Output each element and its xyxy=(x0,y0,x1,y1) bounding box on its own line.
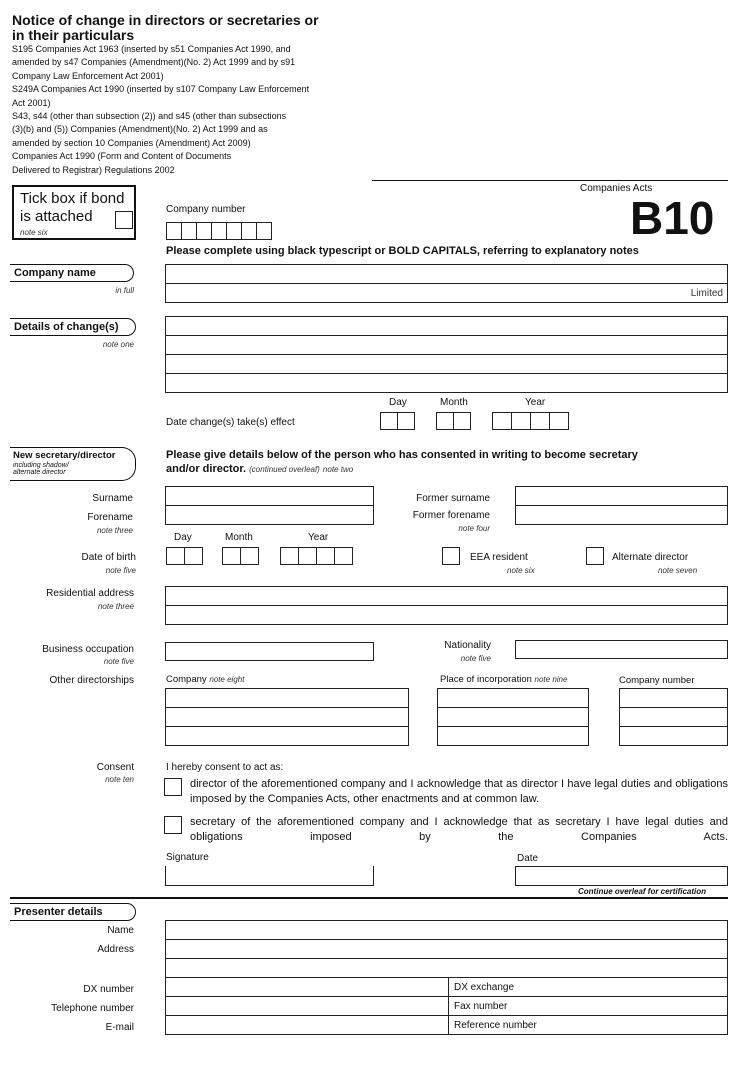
telephone-field[interactable] xyxy=(165,996,449,1016)
presenter-name-label: Name xyxy=(107,925,134,936)
directorship-company-2[interactable] xyxy=(165,707,409,727)
note-two: note two xyxy=(322,465,354,474)
residential-address-line1[interactable] xyxy=(165,586,728,606)
effect-day-label: Day xyxy=(389,397,407,408)
legal-line: S195 Companies Act 1963 (inserted by s51 Companies Act 1990, and xyxy=(12,44,291,54)
bond-label-line1: Tick box if bond xyxy=(20,190,125,207)
directorship-place-3[interactable] xyxy=(437,726,589,746)
consent-secretary-checkbox[interactable] xyxy=(164,816,182,834)
legal-line: Delivered to Registrar) Regulations 2002 xyxy=(12,164,175,175)
reference-label: Reference number xyxy=(454,1020,537,1031)
details-line1[interactable] xyxy=(165,316,728,336)
legal-line: Companies Act 1990 (Form and Content of Documents xyxy=(12,151,232,162)
directorship-company-1[interactable] xyxy=(165,688,409,708)
business-occupation-note: note five xyxy=(103,657,134,666)
other-directorships-label: Other directorships xyxy=(49,675,134,686)
date-label: Date xyxy=(517,853,539,864)
residential-address-label: Residential address xyxy=(46,588,134,599)
dob-year-label: Year xyxy=(308,532,329,543)
effect-year-field[interactable] xyxy=(492,412,568,430)
fax-field[interactable] xyxy=(448,996,728,1016)
company-number-label: Company number xyxy=(166,204,246,215)
alternate-director-note: note seven xyxy=(658,566,698,575)
directorship-number-3[interactable] xyxy=(619,726,728,746)
former-forename-note: note four xyxy=(458,524,490,533)
dx-number-label: DX number xyxy=(83,984,134,995)
signature-field[interactable] xyxy=(165,866,374,886)
legal-line: amended by s47 Companies (Amendment)(No. 2) Act 1999 and by s91 xyxy=(12,57,296,68)
dob-note: note five xyxy=(105,566,136,575)
reference-field[interactable] xyxy=(448,1015,728,1035)
consent-note: note ten xyxy=(105,775,134,784)
presenter-address-label: Address xyxy=(97,944,134,955)
directorship-number-2[interactable] xyxy=(619,707,728,727)
alternate-director-checkbox[interactable] xyxy=(586,547,604,565)
continued-overleaf-note: (continued overleaf) xyxy=(249,465,320,474)
company-column-label: Company xyxy=(166,674,207,685)
consent-label: Consent xyxy=(96,762,134,773)
consent-director-checkbox[interactable] xyxy=(164,778,182,796)
note-nine: note nine xyxy=(534,675,568,684)
new-person-intro-line1: Please give details below of the person who has consented in writing to become secretary xyxy=(166,449,638,461)
bond-box xyxy=(12,185,136,240)
presenter-address-line1[interactable] xyxy=(165,939,728,959)
company-name-line2[interactable] xyxy=(165,283,728,303)
consent-intro: I hereby consent to act as: xyxy=(166,762,284,773)
legal-line: Act 2001) xyxy=(12,97,51,108)
form-code: B10 xyxy=(630,192,715,244)
former-surname-field[interactable] xyxy=(515,486,728,506)
form-title-line2: in their particulars xyxy=(12,27,135,43)
eea-resident-note: note six xyxy=(507,566,535,575)
dob-year-field[interactable] xyxy=(280,547,352,565)
details-line4[interactable] xyxy=(165,373,728,393)
residential-address-note: note three xyxy=(97,602,134,611)
instruction-text: Please complete using black typescript or BOLD CAPITALS, referring to explanatory notes xyxy=(166,245,639,257)
company-column-header xyxy=(166,674,244,685)
continue-overleaf: Continue overleaf for certification xyxy=(578,887,707,896)
directorship-company-3[interactable] xyxy=(165,726,409,746)
forename-label: Forename xyxy=(87,512,133,523)
forename-note: note three xyxy=(96,526,133,535)
new-person-sub1: including shadow/ xyxy=(13,462,69,469)
legal-line: S249A Companies Act 1990 (inserted by s107 Company Law Enforcement xyxy=(12,84,310,95)
presenter-name-field[interactable] xyxy=(165,920,728,940)
new-person-heading: New secretary/director xyxy=(13,450,116,461)
dob-label: Date of birth xyxy=(81,552,136,563)
new-person-intro-text: and/or director. xyxy=(166,463,247,475)
limited-suffix: Limited xyxy=(690,288,723,299)
nationality-label: Nationality xyxy=(444,640,491,651)
details-line2[interactable] xyxy=(165,335,728,355)
dx-number-field[interactable] xyxy=(165,977,449,997)
dx-exchange-label: DX exchange xyxy=(454,982,515,993)
company-name-heading: Company name xyxy=(10,264,134,282)
former-surname-label: Former surname xyxy=(416,493,490,504)
effect-day-field[interactable] xyxy=(380,412,414,430)
details-of-change-note: note one xyxy=(102,340,134,349)
bond-attached-checkbox[interactable] xyxy=(115,211,133,229)
effect-date-label: Date change(s) take(s) effect xyxy=(166,417,295,428)
form-title-line1: Notice of change in directors or secretaries or xyxy=(12,12,319,28)
details-of-change-heading: Details of change(s) xyxy=(10,318,136,336)
header-divider xyxy=(372,180,728,181)
eea-resident-label: EEA resident xyxy=(470,552,528,563)
signature-date-field[interactable] xyxy=(515,866,728,886)
surname-field[interactable] xyxy=(165,486,374,506)
consent-director-text: director of the aforementioned company and I acknowledge that as director I have legal duties and obligations imposed by the Companies Acts, other enactments and at common law. xyxy=(190,778,728,805)
nationality-note: note five xyxy=(460,654,491,663)
legal-line: amended by section 10 Companies (Amendment) Act 2009) xyxy=(12,137,251,148)
nationality-field[interactable] xyxy=(515,640,728,659)
email-label: E-mail xyxy=(105,1022,134,1033)
presenter-divider xyxy=(10,897,728,899)
bond-note: note six xyxy=(20,228,48,237)
signature-label: Signature xyxy=(166,852,209,863)
note-eight: note eight xyxy=(209,675,245,684)
dx-exchange-field[interactable] xyxy=(448,977,728,997)
company-number-field[interactable] xyxy=(166,222,271,240)
consent-secretary-text: secretary of the aforementioned company and I acknowledge that as secretary I have legal duties and obligations imposed by the Companies Acts. xyxy=(190,816,728,843)
presenter-address-line2[interactable] xyxy=(165,958,728,978)
dob-month-field[interactable] xyxy=(222,547,258,565)
place-column-header xyxy=(440,674,567,685)
details-line3[interactable] xyxy=(165,354,728,374)
legal-line: S43, s44 (other than subsection (2)) and s45 (other than subsections xyxy=(12,111,287,122)
eea-resident-checkbox[interactable] xyxy=(442,547,460,565)
business-occupation-field[interactable] xyxy=(165,642,374,661)
bond-label-line2: is attached xyxy=(20,208,93,225)
company-name-line1[interactable] xyxy=(165,264,728,284)
dob-day-field[interactable] xyxy=(166,547,202,565)
new-person-sub2: alternate director xyxy=(13,469,66,476)
dob-day-label: Day xyxy=(174,532,192,543)
fax-label: Fax number xyxy=(454,1001,508,1012)
company-name-note: in full xyxy=(115,286,134,295)
directorship-place-1[interactable] xyxy=(437,688,589,708)
residential-address-line2[interactable] xyxy=(165,605,728,625)
effect-month-field[interactable] xyxy=(436,412,470,430)
directorship-number-1[interactable] xyxy=(619,688,728,708)
effect-year-label: Year xyxy=(525,397,546,408)
alternate-director-label: Alternate director xyxy=(612,552,689,563)
legal-line: (3)(b) and (5)) Companies (Amendment)(No. 2) Act 1999 and as xyxy=(12,124,268,135)
former-forename-field[interactable] xyxy=(515,505,728,525)
forename-field[interactable] xyxy=(165,505,374,525)
telephone-label: Telephone number xyxy=(51,1003,134,1014)
former-forename-label: Former forename xyxy=(412,510,490,521)
email-field[interactable] xyxy=(165,1015,449,1035)
new-person-heading-box xyxy=(10,447,136,481)
directorship-place-2[interactable] xyxy=(437,707,589,727)
companies-acts-label: Companies Acts xyxy=(580,183,653,194)
presenter-heading: Presenter details xyxy=(10,903,136,921)
effect-month-label: Month xyxy=(440,397,468,408)
surname-label: Surname xyxy=(92,493,133,504)
dob-month-label: Month xyxy=(225,532,253,543)
legal-references xyxy=(12,43,309,177)
legal-line: Company Law Enforcement Act 2001) xyxy=(12,70,164,81)
company-number-column-label: Company number xyxy=(619,675,695,686)
new-person-intro-line2 xyxy=(166,463,353,475)
place-column-label: Place of incorporation xyxy=(440,674,532,685)
business-occupation-label: Business occupation xyxy=(42,644,134,655)
